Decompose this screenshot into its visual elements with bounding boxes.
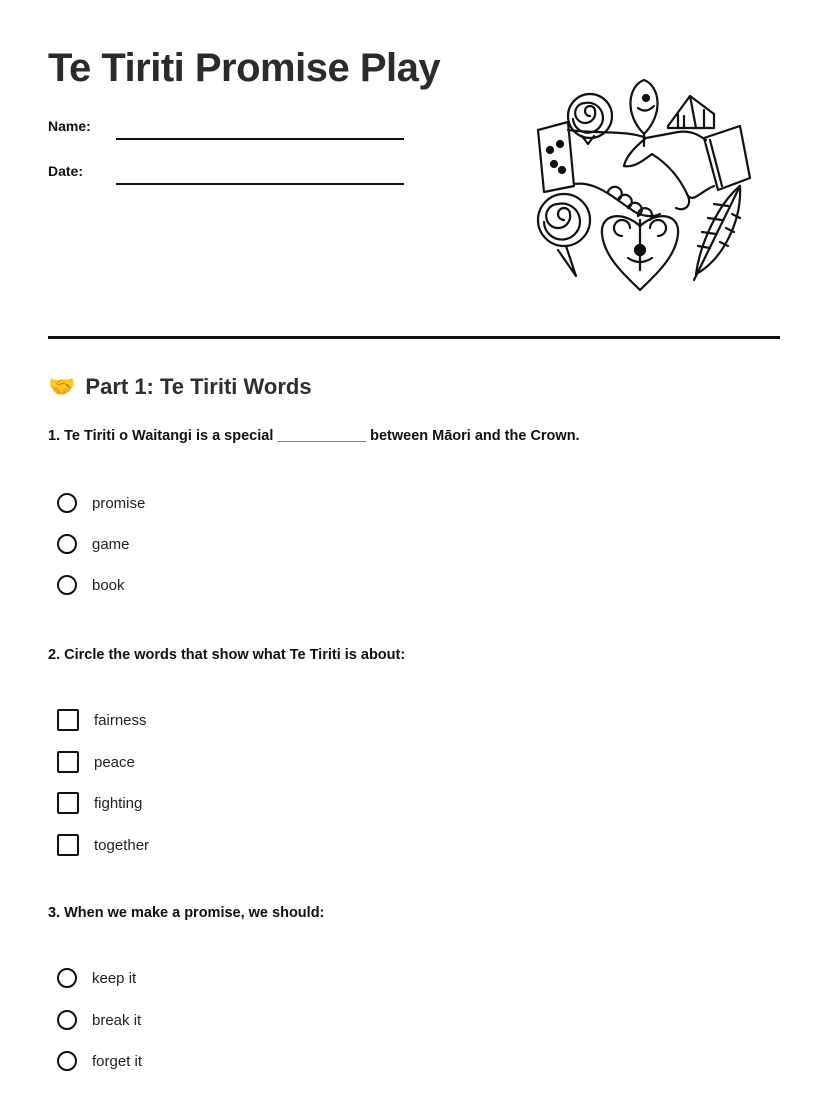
date-line[interactable] [116,183,404,185]
radio-button[interactable] [57,1051,77,1071]
option-label: fairness [94,711,147,729]
question-1-text: 1. Te Tiriti o Waitangi is a special ___________ between Māori and the Crown. [48,428,580,444]
radio-button[interactable] [57,575,77,595]
option-label: keep it [92,969,137,987]
question-2-option[interactable] [57,790,142,816]
handshake-icon [568,130,714,220]
right-cuff-icon [704,126,750,190]
date-field[interactable] [48,161,408,185]
question-2-option[interactable] [57,832,149,858]
radio-button[interactable] [57,534,77,554]
option-label: together [94,836,150,854]
koru-leaf-icon [538,194,590,276]
name-field[interactable] [48,116,408,140]
question-1-option[interactable] [57,490,145,516]
koru-spiral-icon [568,94,612,144]
question-3-option[interactable] [57,1007,141,1033]
option-label: game [92,535,130,553]
date-label: Date: [48,163,84,179]
question-1-option[interactable] [57,531,130,557]
section-title: Part 1: Te Tiriti Words [85,374,312,399]
option-label: forget it [92,1052,143,1070]
name-line[interactable] [116,138,404,140]
section-heading-part-1 [48,374,312,400]
handshake-emoji-icon: 🤝 [48,374,76,399]
question-3-option[interactable] [57,965,136,991]
question-2-option[interactable] [57,707,147,733]
radio-button[interactable] [57,1010,77,1030]
section-divider [48,336,780,339]
left-cuff-icon [538,122,574,192]
radio-button[interactable] [57,493,77,513]
name-label: Name: [48,118,91,134]
question-2-option[interactable] [57,749,135,775]
checkbox[interactable] [57,834,79,856]
wharenui-icon [668,96,714,128]
question-1-option[interactable] [57,572,125,598]
page-title: Te Tiriti Promise Play [48,46,441,90]
kowhaiwhai-heart-icon [602,216,678,290]
question-3-text: 3. When we make a promise, we should: [48,905,325,921]
option-label: promise [92,494,146,512]
radio-button[interactable] [57,968,77,988]
handshake-illustration [528,74,754,296]
checkbox[interactable] [57,709,79,731]
question-2-text: 2. Circle the words that show what Te Tiriti is about: [48,647,406,663]
feather-leaf-icon [694,186,740,280]
option-label: fighting [94,794,143,812]
option-label: break it [92,1011,142,1029]
option-label: book [92,576,125,594]
option-label: peace [94,753,135,771]
checkbox[interactable] [57,792,79,814]
question-3-option[interactable] [57,1048,142,1074]
checkbox[interactable] [57,751,79,773]
